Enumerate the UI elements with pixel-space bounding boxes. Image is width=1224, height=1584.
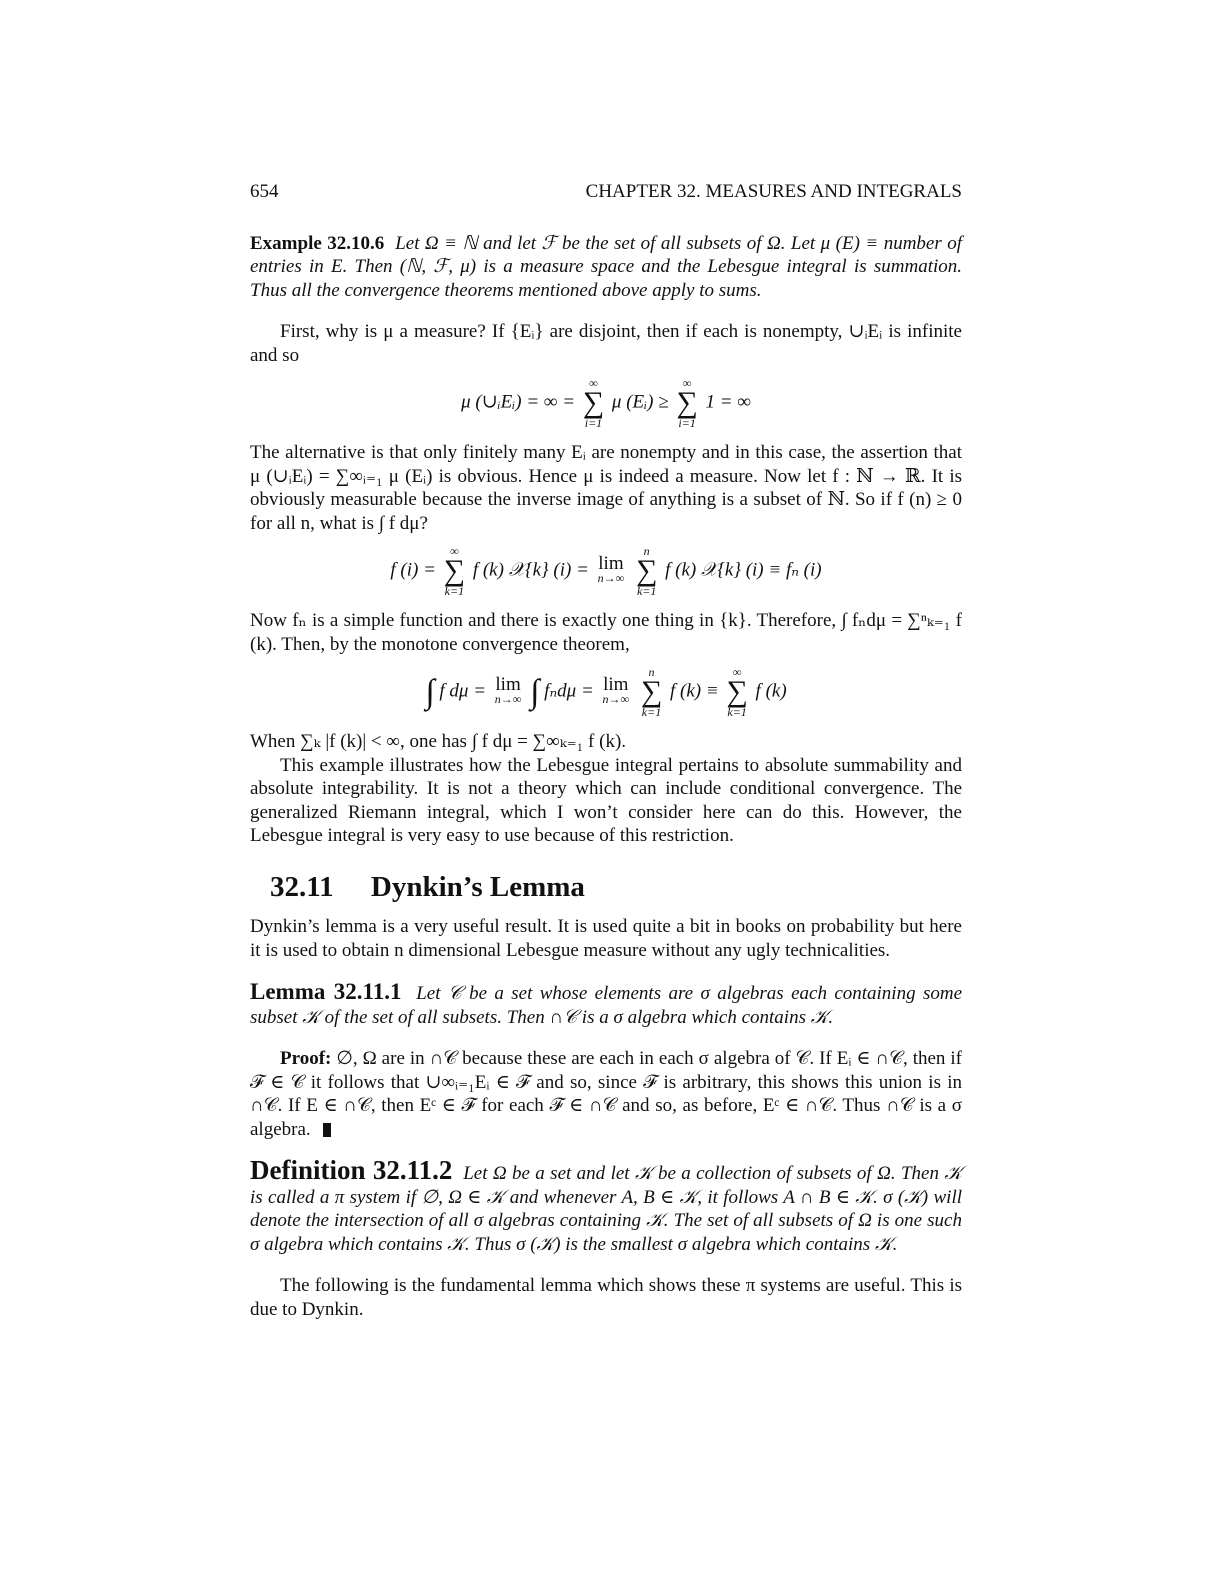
eq3-term2: fₙdμ = [544,680,594,702]
chapter-title: CHAPTER 32. MEASURES AND INTEGRALS [585,181,962,202]
sum-upper: ∞ [682,376,692,390]
limit-operator [597,553,625,585]
eq2-term2: f (k) 𝒳{k} (i) ≡ fₙ (i) [665,559,822,581]
sum-upper: n [643,544,650,558]
definition-label: Definition 32.11.2 [250,1155,453,1185]
proof-block [250,1047,962,1141]
limit-operator [602,674,630,706]
lim-subscript: n→∞ [597,571,625,585]
lim-label: lim [495,674,521,695]
lim-subscript: n→∞ [494,692,522,706]
equation-f-expansion [250,545,962,597]
eq3-term3: f (k) ≡ [669,680,719,702]
paragraph-alternative: The alternative is that only finitely many Eᵢ are nonempty and in this case, the assertion that μ (∪ᵢEᵢ) = ∑∞ᵢ₌₁ μ (Eᵢ) is obvious. Hence μ is indeed a measure. Now let f : ℕ → ℝ. It is obviously measurable because the inverse image of anything is a subset of ℕ. So if f (n) ≥ 0 for all n, what is ∫ f dμ? [250,442,962,534]
page [250,180,962,1321]
lim-subscript: n→∞ [602,692,630,706]
section-number: 32.11 [270,870,334,903]
sum-lower: i=1 [678,416,696,430]
eq1-mid: μ (Eᵢ) ≥ [611,391,669,413]
sum-operator: ∞ ∑ i=1 [676,376,698,430]
eq3-term4: f (k) [755,680,787,702]
eq1-rhs: 1 = ∞ [705,391,751,413]
example-block [250,232,962,303]
sum-upper: ∞ [589,376,598,390]
sum-lower: k=1 [444,584,465,598]
equation-measure-sum [250,377,962,429]
sum-operator: ∞ ∑ k=1 [726,665,748,719]
definition-block [250,1155,963,1256]
paragraph-measure: First, why is μ a measure? If {Eᵢ} are disjoint, then if each is nonempty, ∪ᵢEᵢ is infinite and so [250,321,962,366]
paragraph-illustrates: This example illustrates how the Lebesgue integral pertains to absolute summability and absolute integrability. It is not a theory which can include conditional convergence. The generalized Riemann integral, which I won’t consider here can do this. However, the Lebesgue integral is very easy to use because of this restriction. [250,754,962,846]
sum-lower: k=1 [636,584,657,598]
page-number: 654 [250,181,279,202]
sum-operator: n ∑ k=1 [640,665,663,719]
example-label: Example 32.10.6 [250,232,385,254]
sum-lower: k=1 [727,705,747,719]
example-body: Let Ω ≡ ℕ and let ℱ be the set of all subsets of Ω. Let μ (E) ≡ number of entries in E. Then (ℕ, ℱ, μ) is a measure space and the Lebesgue integral is summation. Thus all the convergence theorems mentioned above apply to sums. [250,232,962,301]
lemma-block [250,980,962,1029]
eq2-term1: f (k) 𝒳{k} (i) = [472,559,589,581]
lim-label: lim [598,553,624,574]
paragraph-simple-function: Now fₙ is a simple function and there is exactly one thing in {k}. Therefore, ∫ fₙdμ = ∑ⁿₖ₌₁ f (k). Then, by the monotone convergence theorem, [250,610,962,655]
sum-lower: k=1 [641,705,662,719]
proof-label: Proof: [280,1048,332,1069]
section-title: Dynkin’s Lemma [370,870,585,903]
proof-body: ∅, Ω are in ∩𝒞 because these are each in each σ algebra of 𝒞. If Eᵢ ∈ ∩𝒞, then if ℱ ∈ 𝒞 it follows that ∪∞ᵢ₌₁Eᵢ ∈ ℱ and so, since ℱ is arbitrary, this shows this union is in ∩𝒞. If E ∈ ∩𝒞, then Eᶜ ∈ ℱ for each ℱ ∈ ∩𝒞 and so, as before, Eᶜ ∈ ∩𝒞. Thus ∩𝒞 is a σ algebra. [250,1048,962,1140]
lemma-label: Lemma 32.11.1 [250,979,402,1004]
running-header [250,180,962,204]
eq3-term1: f dμ = [439,680,487,702]
sum-lower: i=1 [584,416,603,430]
eq1-lhs: μ (∪ᵢEᵢ) = ∞ = [461,391,576,413]
eq2-lhs: f (i) = [390,559,436,581]
definition-body: Let Ω be a set and let 𝒦 be a collection of subsets of Ω. Then 𝒦 is called a π system if ∅, Ω ∈ 𝒦 and whenever A, B ∈ 𝒦, it follows A ∩ B ∈ 𝒦. σ (𝒦) will denote the intersection of all σ algebras containing 𝒦. The set of all subsets of Ω is one such σ algebra which contains 𝒦. Thus σ (𝒦) is the smallest σ algebra which contains 𝒦. [250,1163,963,1255]
sum-operator: ∞ ∑ k=1 [443,544,466,598]
sum-upper: ∞ [450,544,459,558]
sum-upper: n [648,665,655,679]
qed-square-icon [323,1123,331,1137]
sum-operator: n ∑ k=1 [635,544,658,598]
sum-operator: ∞ ∑ i=1 [582,376,605,430]
paragraph-when: When ∑ₖ |f (k)| < ∞, one has ∫ f dμ = ∑∞ₖ₌₁ f (k). [250,731,627,752]
lim-label: lim [603,674,629,695]
paragraph-dynkin-intro: Dynkin’s lemma is a very useful result. It is used quite a bit in books on probability but here it is used to obtain n dimensional Lebesgue measure without any ugly technicalities. [250,916,962,961]
section-heading [270,870,962,903]
limit-operator [494,674,522,706]
paragraph-fundamental-lemma: The following is the fundamental lemma which shows these π systems are useful. This is due to Dynkin. [250,1275,962,1320]
equation-monotone: ∫ f dμ = lim n→∞ ∫ fₙdμ = lim n→∞ n ∑ k=1 f (k) ≡ ∞ ∑ k=1 f (k) [425,665,787,719]
sum-upper: ∞ [732,665,742,679]
lemma-body: Let 𝒞 be a set whose elements are σ algebras each containing some subset 𝒦 of the set of all subsets. Then ∩𝒞 is a σ algebra which contains 𝒦. [250,983,963,1028]
